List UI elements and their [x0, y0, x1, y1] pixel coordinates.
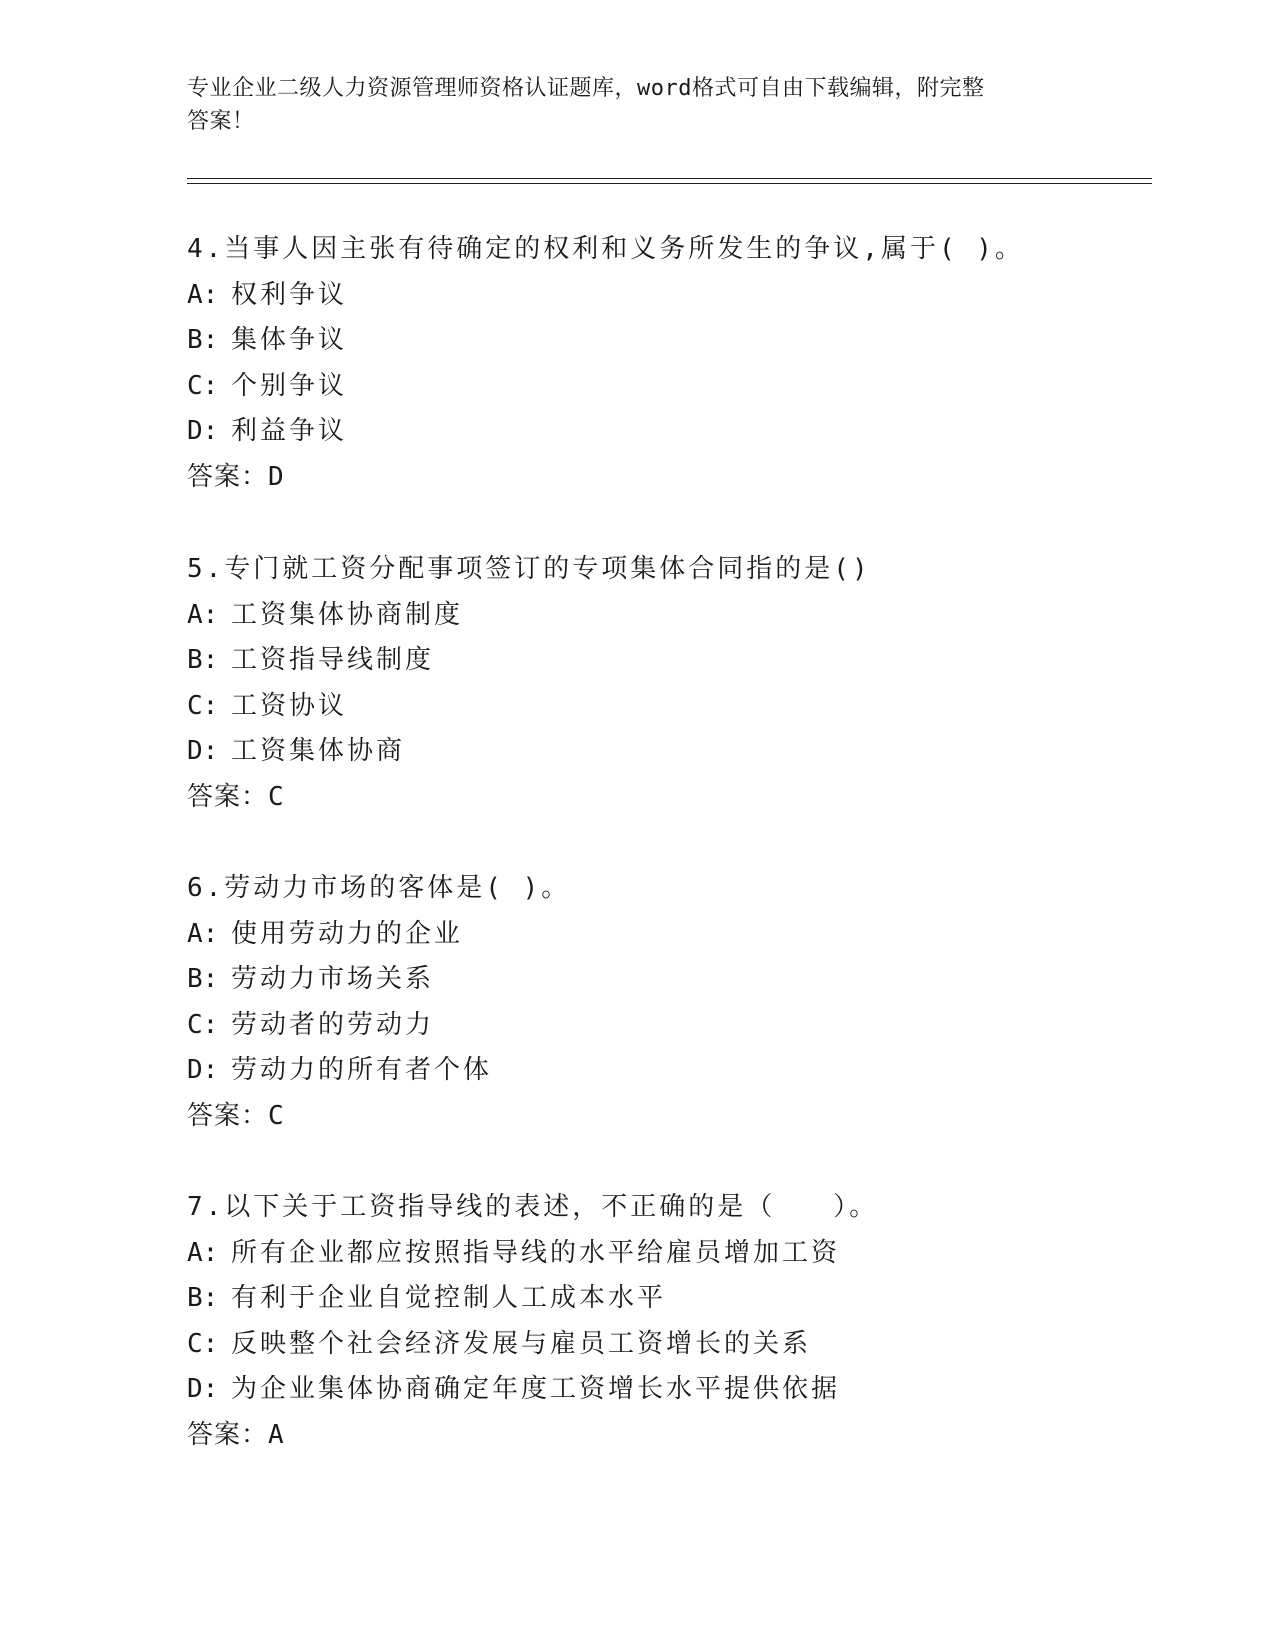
- option-key: D:: [187, 736, 219, 766]
- option-text: 劳动力的所有者个体: [231, 1055, 493, 1085]
- option-text: 使用劳动力的企业: [231, 918, 464, 949]
- question-stem: 4.当事人因主张有待确定的权利和义务所发生的争议,属于( )。: [187, 234, 1024, 264]
- header-divider-bottom: [187, 183, 1152, 184]
- option-c: [187, 364, 1167, 410]
- option-key: A:: [187, 1237, 219, 1268]
- option-key: B:: [187, 964, 219, 994]
- answer-line: 答案：A: [187, 1419, 285, 1450]
- option-c: [187, 684, 1167, 730]
- option-text: 有利于企业自觉控制人工成本水平: [231, 1283, 667, 1313]
- question-block: [187, 866, 1167, 1139]
- question-stem: 7.以下关于工资指导线的表述，不正确的是（ ）。: [187, 1192, 879, 1222]
- option-text: 反映整个社会经济发展与雇员工资增长的关系: [231, 1328, 812, 1359]
- option-b: [187, 957, 1167, 1003]
- option-b: [187, 1276, 1167, 1322]
- option-key: B:: [187, 645, 219, 675]
- option-d: [187, 729, 1167, 775]
- option-key: C:: [187, 1328, 219, 1359]
- answer-line: 答案：D: [187, 461, 285, 492]
- question-stem: 6.劳动力市场的客体是( )。: [187, 873, 571, 903]
- question-block: [187, 1185, 1167, 1458]
- option-key: A:: [187, 918, 219, 949]
- option-d: [187, 1048, 1167, 1094]
- option-c: [187, 1003, 1167, 1049]
- answer-line: 答案：C: [187, 781, 285, 812]
- option-text: 利益争议: [231, 416, 348, 446]
- option-text: 劳动者的劳动力: [231, 1009, 435, 1040]
- option-b: [187, 318, 1167, 364]
- question-stem: 5.专门就工资分配事项签订的专项集体合同指的是(): [187, 554, 871, 584]
- option-d: [187, 409, 1167, 455]
- option-text: 所有企业都应按照指导线的水平给雇员增加工资: [231, 1237, 841, 1268]
- option-key: D:: [187, 1055, 219, 1085]
- option-key: C:: [187, 1009, 219, 1040]
- option-text: 劳动力市场关系: [231, 964, 435, 994]
- option-c: [187, 1322, 1167, 1368]
- option-key: D:: [187, 1374, 219, 1404]
- question-block: [187, 227, 1167, 500]
- option-key: C:: [187, 370, 219, 401]
- option-a: [187, 1231, 1167, 1277]
- option-a: [187, 912, 1167, 958]
- option-text: 工资指导线制度: [231, 645, 435, 675]
- option-key: A:: [187, 279, 219, 310]
- option-a: [187, 273, 1167, 319]
- option-key: B:: [187, 1283, 219, 1313]
- option-b: [187, 638, 1167, 684]
- header-divider-top: [187, 178, 1152, 179]
- option-text: 工资集体协商: [231, 736, 406, 766]
- option-text: 工资集体协商制度: [231, 599, 464, 630]
- option-text: 为企业集体协商确定年度工资增长水平提供依据: [231, 1374, 841, 1404]
- option-a: [187, 593, 1167, 639]
- document-header: [187, 72, 1087, 138]
- option-key: B:: [187, 325, 219, 355]
- option-key: D:: [187, 416, 219, 446]
- option-key: C:: [187, 690, 219, 721]
- option-key: A:: [187, 599, 219, 630]
- header-line-2: 答案！: [187, 109, 255, 134]
- option-text: 权利争议: [231, 279, 348, 310]
- option-text: 个别争议: [231, 370, 348, 401]
- answer-line: 答案：C: [187, 1100, 285, 1131]
- option-text: 工资协议: [231, 690, 348, 721]
- option-text: 集体争议: [231, 325, 348, 355]
- option-d: [187, 1367, 1167, 1413]
- header-line-1: 专业企业二级人力资源管理师资格认证题库，word格式可自由下载编辑，附完整: [187, 76, 985, 101]
- question-block: [187, 547, 1167, 820]
